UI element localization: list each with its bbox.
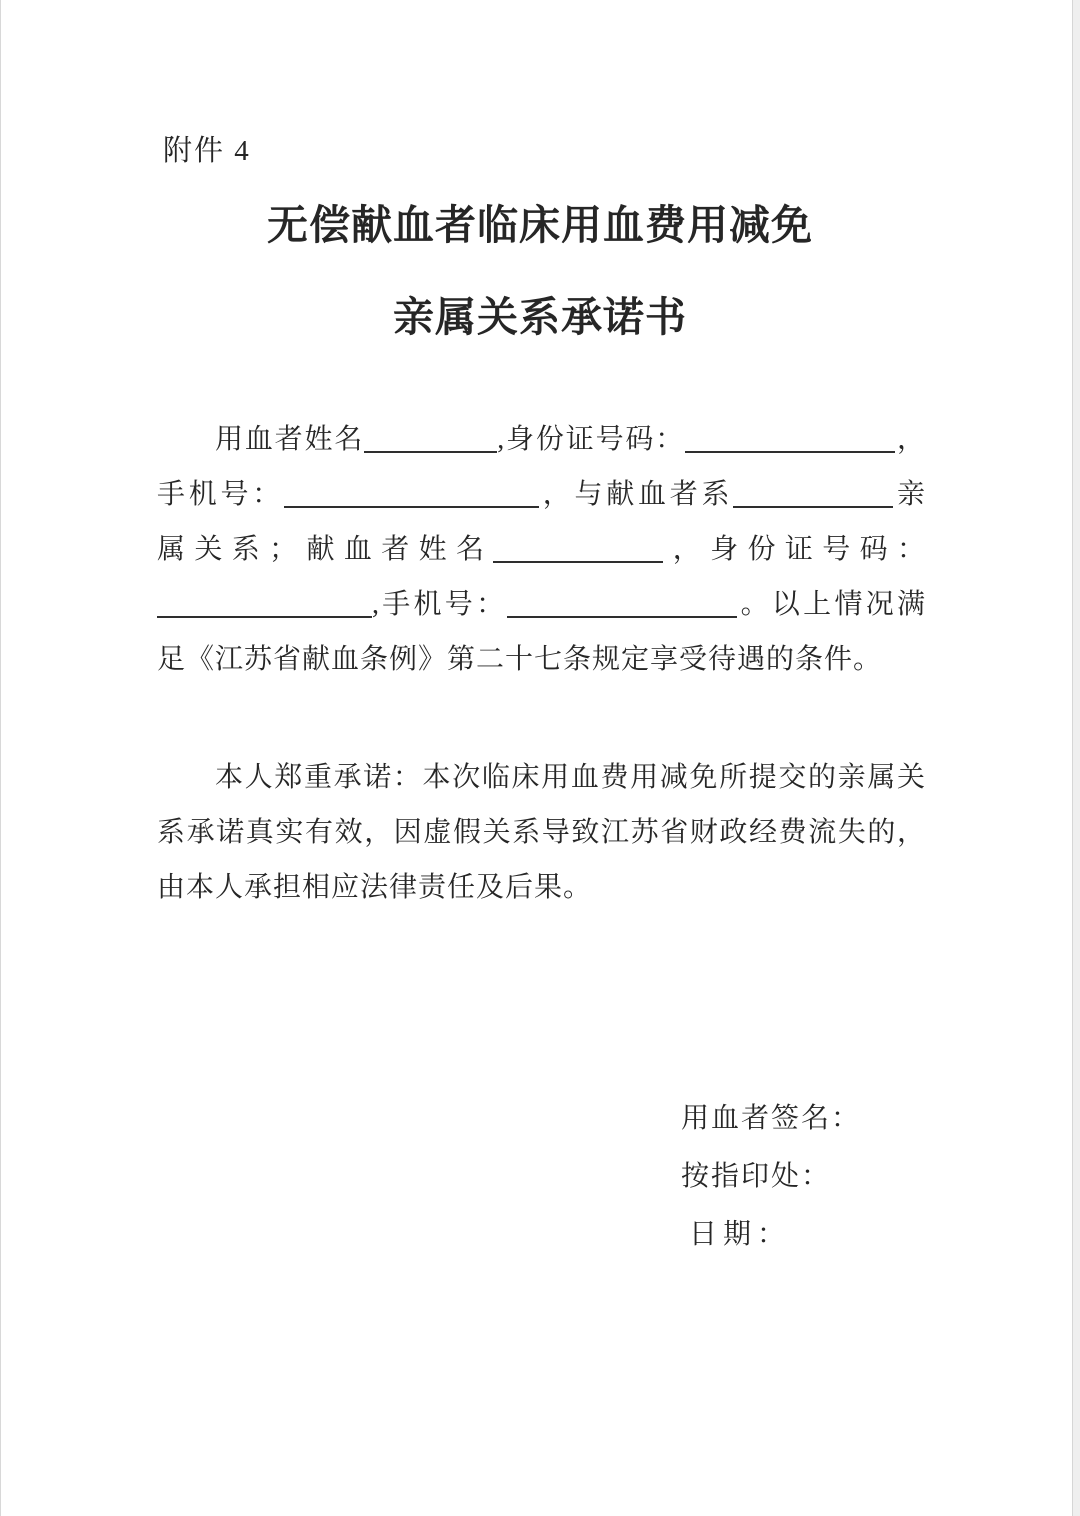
donor-id-label: ，身份证号码： [663,534,925,565]
line2-trailing-char: 亲 [893,479,925,510]
recipient-phone-label: 手机号： [157,479,284,510]
commitment-line-2 [157,805,925,860]
recipient-id-label: ,身份证号码： [497,424,686,455]
document-title-line1: 无偿献血者临床用血费用减免 [267,202,813,248]
fingerprint-label: 按指印处： [681,1161,832,1192]
date-label: 日期： [689,1219,792,1250]
blank-donor-id [157,588,372,618]
conditions-text-start: 。以上情况满 [737,589,925,620]
commitment-text-2: 系承诺真实有效，因虚假关系导致江苏省财政经费流失的， [157,817,925,848]
blank-recipient-id [685,423,895,453]
recipient-name-label: 用血者姓名 [215,424,365,455]
commitment-line-3 [157,860,925,915]
recipient-signature-label: 用血者签名： [681,1103,862,1134]
signature-block [681,1090,861,1264]
commitment-line-1 [157,750,925,805]
conditions-text-end: 足《江苏省献血条例》第二十七条规定享受待遇的条件。 [157,644,883,675]
form-line-1 [157,412,925,467]
donor-name-label: 属关系；献血者姓名 [157,534,494,565]
form-line-4 [157,577,925,632]
document-title-line2: 亲属关系承诺书 [393,294,687,340]
blank-relationship [733,478,893,508]
relationship-label: ，与献血者系 [539,479,734,510]
form-paragraph [157,412,925,687]
attachment-label: 附件 4 [163,135,251,167]
blank-recipient-phone [284,478,539,508]
commitment-text-3: 由本人承担相应法律责任及后果。 [157,872,593,903]
form-line-2 [157,467,925,522]
blank-donor-name [493,533,663,563]
form-line-3 [157,522,925,577]
blank-donor-phone [507,588,737,618]
form-line-5 [157,632,925,687]
line1-trailing-comma: ， [895,424,925,455]
donor-phone-label: ,手机号： [372,589,508,620]
commitment-paragraph [157,750,925,915]
commitment-text-1: 本人郑重承诺：本次临床用血费用减免所提交的亲属关 [215,762,925,793]
blank-recipient-name [364,423,497,453]
